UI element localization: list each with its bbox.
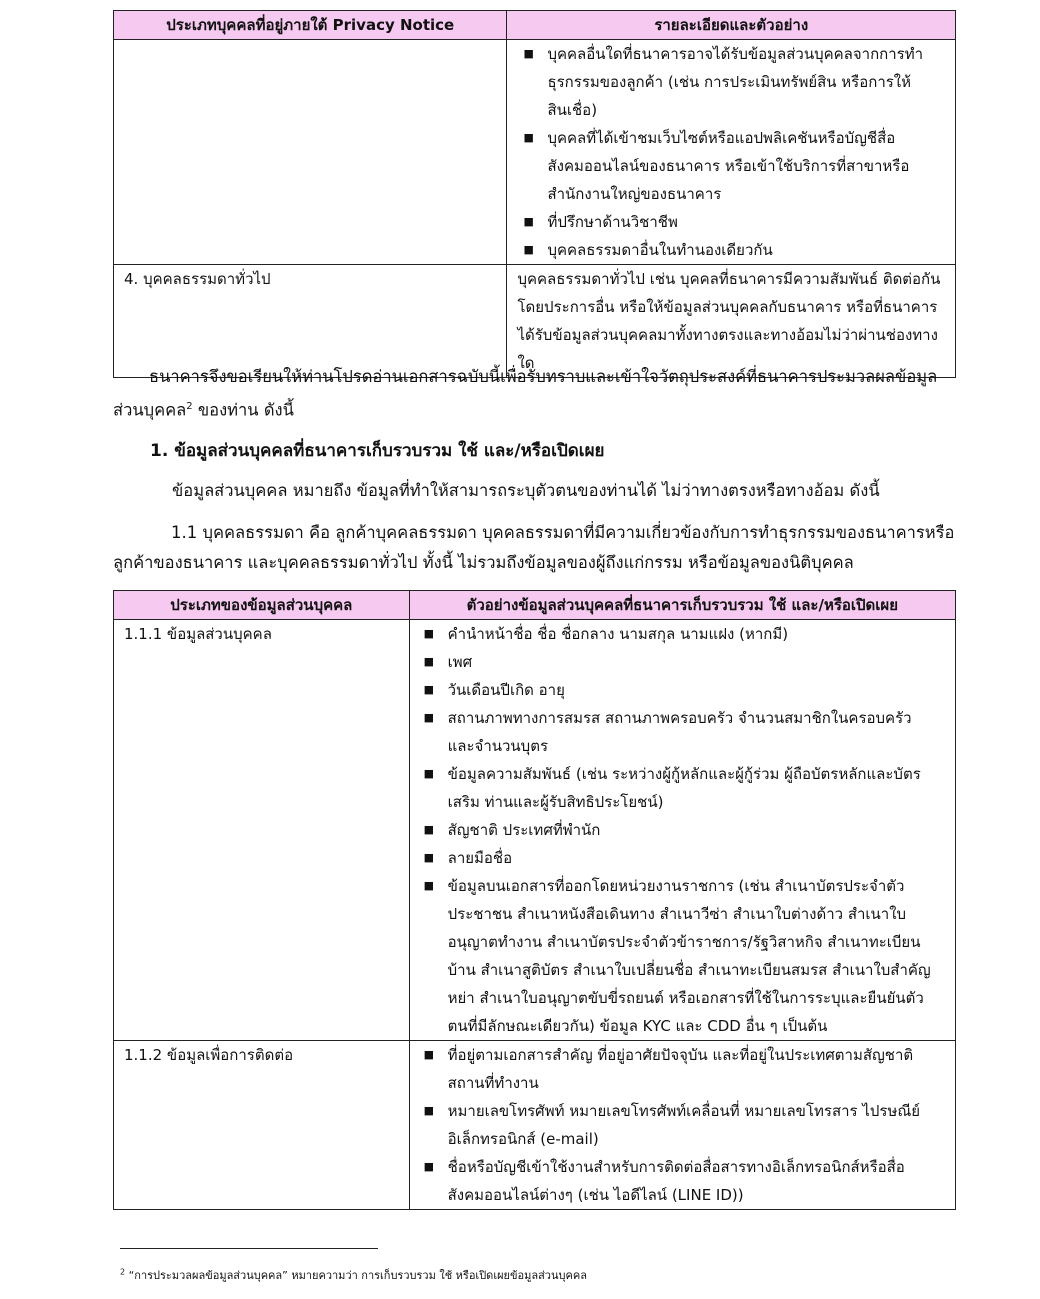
table-cell	[409, 1041, 955, 1210]
column-header: รายละเอียดและตัวอย่าง	[507, 11, 956, 40]
list-item: ■ ที่อยู่ตามเอกสารสำคัญ ที่อยู่อาศัยปัจจุบัน และที่อยู่ในประเทศตามสัญชาติ สถานที่ทำงาน	[422, 1041, 933, 1097]
list-item: ■ สัญชาติ ประเทศที่พำนัก	[422, 816, 933, 844]
row-label: 1.1.2 ข้อมูลเพื่อการติดต่อ	[114, 1041, 410, 1210]
list-item: ■ เพศ	[422, 648, 933, 676]
list-item: ■ บุคคลที่ได้เข้าชมเว็บไซต์หรือแอปพลิเคชันหรือบัญชีสื่อสังคมออนไลน์ของธนาคาร หรือเข้าใช้บริการที่สาขาหรือสำนักงานใหญ่ของธนาคาร	[521, 124, 925, 208]
list-item: ■ หมายเลขโทรศัพท์ หมายเลขโทรศัพท์เคลื่อนที่ หมายเลขโทรสาร ไปรษณีย์อิเล็กทรอนิกส์ (e-mail)	[422, 1097, 933, 1153]
footnote-text: “การประมวลผลข้อมูลส่วนบุคคล” หมายความว่า การเก็บรวบรวม ใช้ หรือเปิดเผยข้อมูลส่วนบุคคล	[125, 1269, 587, 1282]
list-item: ■ ที่ปรึกษาด้านวิชาชีพ	[521, 208, 925, 236]
list-item: ■ บุคคลธรรมดาอื่นในทำนองเดียวกัน	[521, 236, 925, 264]
row-label: 4. บุคคลธรรมดาทั่วไป	[114, 265, 507, 378]
row-detail: บุคคลธรรมดาทั่วไป เช่น บุคคลที่ธนาคารมีความสัมพันธ์ ติดต่อกันโดยประการอื่น หรือให้ข้อมูลส่วนบุคคลกับธนาคาร หรือที่ธนาคารได้รับข้อมูลส่วนบุคคลมาทั้งทางตรงและทางอ้อมไม่ว่าผ่านช่องทางใด	[507, 265, 956, 378]
bullet-list	[521, 40, 925, 264]
list-item: ■ ลายมือชื่อ	[422, 844, 933, 872]
table-cell	[409, 620, 955, 1041]
footnote	[120, 1266, 587, 1284]
table-row	[114, 265, 956, 378]
subsection-paragraph: 1.1 บุคคลธรรมดา คือ ลูกค้าบุคคลธรรมดา บุคคลธรรมดาที่มีความเกี่ยวข้องกับการทำธุรกรรมของธนาคารหรือลูกค้าของธนาคาร และบุคคลธรรมดาทั่วไป ทั้งนี้ ไม่รวมถึงข้อมูลของผู้ถึงแก่กรรม หรือข้อมูลของนิติบุคคล	[113, 523, 955, 572]
table-header-row	[114, 11, 956, 40]
table-header-row	[114, 591, 956, 620]
bullet-list	[422, 1041, 933, 1209]
list-item: ■ ชื่อหรือบัญชีเข้าใช้งานสำหรับการติดต่อสื่อสารทางอิเล็กทรอนิกส์หรือสื่อสังคมออนไลน์ต่างๆ (เช่น ไอดีไลน์ (LINE ID))	[422, 1153, 933, 1209]
table-row	[114, 620, 956, 1041]
column-header: ประเภทบุคคลที่อยู่ภายใต้ Privacy Notice	[114, 11, 507, 40]
intro-text-end: ของท่าน ดังนี้	[192, 400, 294, 420]
intro-paragraph	[113, 362, 967, 426]
definition-paragraph: ข้อมูลส่วนบุคคล หมายถึง ข้อมูลที่ทำให้สามารถระบุตัวตนของท่านได้ ไม่ว่าทางตรงหรือทางอ้อม ดังนี้	[172, 481, 880, 500]
list-item: ■ ข้อมูลบนเอกสารที่ออกโดยหน่วยงานราชการ (เช่น สำเนาบัตรประจำตัวประชาชน สำเนาหนังสือเดินทาง สำเนาวีซ่า สำเนาใบต่างด้าว สำเนาใบอนุญาตทำงาน สำเนาบัตรประจำตัวข้าราชการ/รัฐวิสาหกิจ สำเนาทะเบียนบ้าน สำเนาสูติบัตร สำเนาใบเปลี่ยนชื่อ สำเนาทะเบียนสมรส สำเนาใบสำคัญหย่า สำเนาใบอนุญาตขับขี่รถยนต์ หรือเอกสารที่ใช้ในการระบุและยืนยันตัวตนที่มีลักษณะเดียวกัน) ข้อมูล KYC และ CDD อื่น ๆ เป็นต้น	[422, 872, 933, 1040]
table-cell	[507, 40, 956, 265]
row-label: 1.1.1 ข้อมูลส่วนบุคคล	[114, 620, 410, 1041]
column-header: ตัวอย่างข้อมูลส่วนบุคคลที่ธนาคารเก็บรวบรวม ใช้ และ/หรือเปิดเผย	[409, 591, 955, 620]
bullet-list	[422, 620, 933, 1040]
table-row	[114, 40, 956, 265]
list-item: ■ วันเดือนปีเกิด อายุ	[422, 676, 933, 704]
list-item: ■ คำนำหน้าชื่อ ชื่อ ชื่อกลาง นามสกุล นามแฝง (หากมี)	[422, 620, 933, 648]
list-item: ■ บุคคลอื่นใดที่ธนาคารอาจได้รับข้อมูลส่วนบุคคลจากการทำธุรกรรมของลูกค้า (เช่น การประเมินทรัพย์สิน หรือการให้สินเชื่อ)	[521, 40, 925, 124]
footnote-divider	[120, 1248, 378, 1249]
table-cell-empty	[114, 40, 507, 265]
table-row	[114, 1041, 956, 1210]
footnote-mark: 2	[120, 1267, 126, 1277]
section-heading: 1. ข้อมูลส่วนบุคคลที่ธนาคารเก็บรวบรวม ใช้ และ/หรือเปิดเผย	[150, 441, 605, 461]
person-types-table	[113, 10, 956, 378]
personal-data-table	[113, 590, 956, 1210]
list-item: ■ สถานภาพทางการสมรส สถานภาพครอบครัว จำนวนสมาชิกในครอบครัวและจำนวนบุตร	[422, 704, 933, 760]
column-header: ประเภทของข้อมูลส่วนบุคคล	[114, 591, 410, 620]
list-item: ■ ข้อมูลความสัมพันธ์ (เช่น ระหว่างผู้กู้หลักและผู้กู้ร่วม ผู้ถือบัตรหลักและบัตรเสริม ท่านและผู้รับสิทธิประโยชน์)	[422, 760, 933, 816]
intro-text: ธนาคารจึงขอเรียนให้ท่านโปรดอ่านเอกสารฉบับนี้เพื่อรับทราบและเข้าใจวัตถุประสงค์ที่ธนาคารประมวลผลข้อมูลส่วนบุคคล	[113, 367, 938, 420]
footnote-ref: 2	[186, 401, 193, 412]
